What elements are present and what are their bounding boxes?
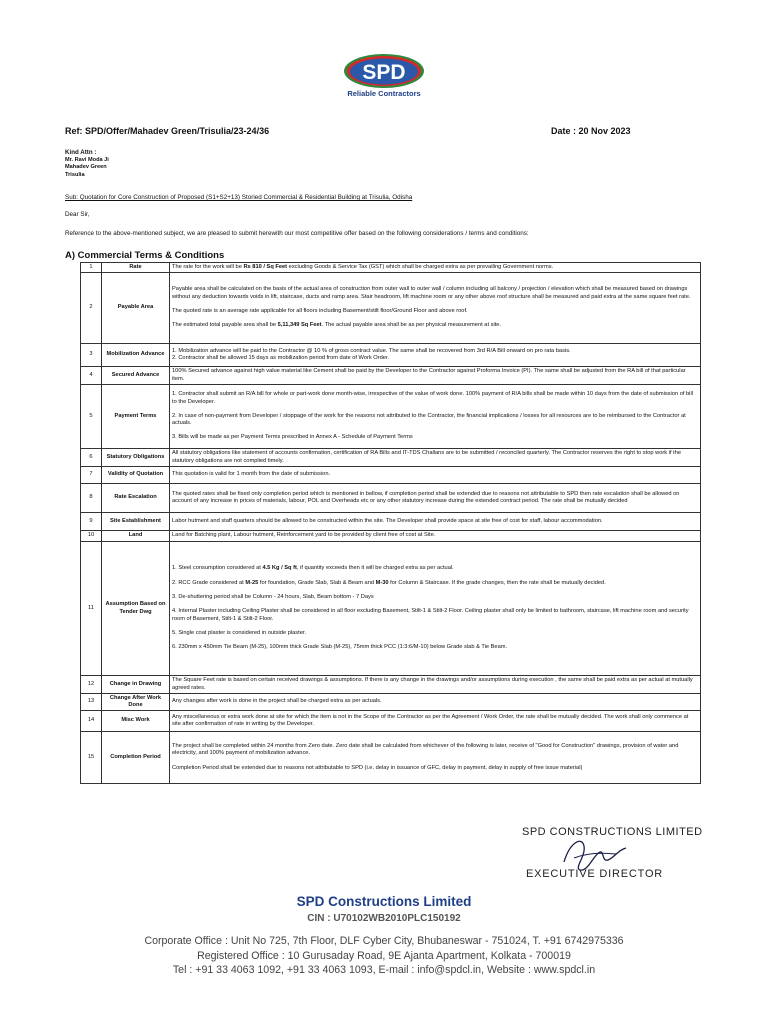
term-row bbox=[81, 344, 701, 367]
term-description bbox=[170, 263, 701, 273]
term-paragraph: Payable area shall be calculated on the basis of the actual area of construction from outer wall to outer wall / column including all balcony / projection / elevation which shall be measured based on drawings without any deduction towards voids in lift, staircase, ducts and ramp area. Stair headroom, lift machine room or any other above roof structure shall be measured and paid extra at the same square feet rate. bbox=[172, 286, 691, 300]
term-description bbox=[170, 711, 701, 732]
term-paragraph: 1. Steel consumption considered at 4.5 Kg / Sq ft, if quantity exceeds then it will be charged extra as per actual. bbox=[172, 565, 454, 572]
term-paragraph: Labor hutment and staff quarters should be allowed to be constructed within the site. The Developer shall provide space at site free of cost for staff, labour accommodation. bbox=[172, 517, 603, 524]
term-paragraph: 6. 230mm x 450mm Tie Beam (M-25), 100mm thick Grade Slab (M-25), 75mm thick PCC (1:3:6/M-10) below Grade slab & Tie Beam. bbox=[172, 644, 508, 651]
term-label: Statutory Obligations bbox=[102, 449, 170, 467]
term-row bbox=[81, 513, 701, 531]
term-row bbox=[81, 542, 701, 676]
term-number: 10 bbox=[81, 531, 102, 542]
term-paragraph: 1. Mobilization advance will be paid to the Contractor @ 10 % of gross contract value. The same shall be recovered from 3rd R/A Bill onward on pro rata basis. 2. Contractor shall be allowed 15 days as mobilization period from date of Work Order. bbox=[172, 347, 571, 361]
term-label: Change in Drawing bbox=[102, 676, 170, 694]
subject-line: Sub: Quotation for Core Construction of Proposed (S1+S2+13) Storied Commercial & Residential Building at Trisulia, Odisha bbox=[65, 194, 413, 201]
attention-line: Mr. Ravi Moda Ji bbox=[65, 156, 109, 163]
term-paragraph: The quoted rates shall be fixed only completion period which is mentioned in bellow, if completion period shall be extended due to reasons not attributable to SPD then rate escalation shall be allowed on account of any increase in prices of materials, labour, POL and Overheads etc or any other statutory increase during the extended contract period. The rate shall be mutually decided bbox=[172, 490, 680, 504]
term-label: Completion Period bbox=[102, 732, 170, 784]
term-description bbox=[170, 513, 701, 531]
term-row bbox=[81, 449, 701, 467]
term-paragraph: Any miscellaneous or extra work done at site for which the item is not in the Scope of the Contractor as per the Agreement / Work Order, the rate shall be mutually decided. The work shall only commence at site after confirmation of rate in writing by the Developer. bbox=[172, 713, 689, 727]
term-row bbox=[81, 694, 701, 711]
term-number: 2 bbox=[81, 273, 102, 344]
term-label: Site Establishment bbox=[102, 513, 170, 531]
signature-title: EXECUTIVE DIRECTOR bbox=[526, 868, 664, 880]
term-paragraph: 2. RCC Grade considered at M-25 for foundation, Grade Slab, Slab & Beam and M-30 for Column & Staircase. If the grade changes, then the rate shall be mutually decided. bbox=[172, 579, 606, 586]
term-label: Secured Advance bbox=[102, 367, 170, 385]
term-description bbox=[170, 273, 701, 344]
term-paragraph: 4. Internal Plaster including Ceiling Plaster shall be considered in all floor excluding Basement, Stilt-1 & Stilt-2 Floor. Ceiling plaster shall only be limited to bathroom, staircase, lift machine room and security room of Basement, Stilt-1 & Stilt-2 Floor. bbox=[172, 608, 689, 622]
signature-company: SPD CONSTRUCTIONS LIMITED bbox=[522, 826, 703, 838]
reference-number: Ref: SPD/Offer/Mahadev Green/Trisulia/23-24/36 bbox=[65, 126, 270, 136]
term-label: Payable Area bbox=[102, 273, 170, 344]
term-number: 12 bbox=[81, 676, 102, 694]
logo-text: SPD bbox=[362, 61, 406, 84]
term-label: Mobilization Advance bbox=[102, 344, 170, 367]
letter-date: Date : 20 Nov 2023 bbox=[551, 126, 631, 136]
footer-corporate-office: Corporate Office : Unit No 725, 7th Floor, DLF Cyber City, Bhubaneswar - 751024, T. +91 6742975336 bbox=[144, 935, 624, 947]
term-description bbox=[170, 676, 701, 694]
term-paragraph: 3. Bills will be made as per Payment Terms prescribed in Annex A - Schedule of Payment Terms bbox=[172, 434, 413, 441]
term-label: Rate Escalation bbox=[102, 484, 170, 513]
term-row bbox=[81, 484, 701, 513]
term-paragraph: The project shall be completed within 24 months from Zero date. Zero date shall be calculated from whichever of the following is later, receive of "Good for Construction" drawings, provision of water and electricity, and 100% payment of mobilization advance. bbox=[172, 743, 679, 757]
term-number: 14 bbox=[81, 711, 102, 732]
term-paragraph: 1. Contractor shall submit an R/A bill for whole or part-work done month-wise, irrespective of the value of work done. 100% payment of R/A bills shall be made within 10 days from the date of submission of bill to the Developer. bbox=[172, 391, 693, 405]
term-row bbox=[81, 385, 701, 449]
term-row bbox=[81, 263, 701, 273]
term-label: Land bbox=[102, 531, 170, 542]
term-row bbox=[81, 467, 701, 484]
term-number: 5 bbox=[81, 385, 102, 449]
term-row bbox=[81, 732, 701, 784]
term-number: 6 bbox=[81, 449, 102, 467]
term-number: 7 bbox=[81, 467, 102, 484]
term-description bbox=[170, 732, 701, 784]
term-number: 4 bbox=[81, 367, 102, 385]
term-description bbox=[170, 484, 701, 513]
term-label: Validity of Quotation bbox=[102, 467, 170, 484]
term-description bbox=[170, 385, 701, 449]
logo-tagline: Reliable Contractors bbox=[347, 89, 421, 98]
terms-table bbox=[80, 262, 701, 784]
term-number: 3 bbox=[81, 344, 102, 367]
spd-logo bbox=[331, 52, 437, 90]
intro-paragraph: Reference to the above-mentioned subject, we are pleased to submit herewith our most competitive offer based on the following considerations / terms and conditions: bbox=[65, 230, 529, 237]
term-number: 15 bbox=[81, 732, 102, 784]
term-paragraph: All statutory obligations like statement of accounts confirmation, certification of RA Bills and IT-TDS Challans are to be submitted / reconciled quarterly. The Contractor reserves the right to stop work if the statutory obligations are not complied timely. bbox=[172, 450, 682, 464]
term-paragraph: 100% Secured advance against high value material like Cement shall be paid by the Developer to the Contractor against Proforma Invoice (PI). The same shall be adjusted from the RA bill of that particular item. bbox=[172, 368, 686, 382]
term-paragraph: Any changes after work is done in the project shall be charged extra as per actuals. bbox=[172, 698, 382, 705]
term-paragraph: The rate for the work will be Rs 810 / Sq Feet excluding Goods & Service Tax (GST) which shall be charged extra as per prevailing Government norms. bbox=[172, 263, 554, 270]
term-paragraph: Completion Period shall be extended due to reasons not attributable to SPD (i.e. delay in issuance of GFC, delay in payment, delay in supply of free issue material) bbox=[172, 764, 583, 771]
footer-contact: Tel : +91 33 4063 1092, +91 33 4063 1093, E-mail : info@spdcl.in, Website : www.spdcl.in bbox=[172, 964, 596, 976]
term-paragraph: The Square Feet rate is based on certain received drawings & assumptions. If there is any change in the drawings and/or assumptions during execution , the same shall be paid extra as per actual at mutually agreed rates. bbox=[172, 677, 693, 691]
term-label: Misc Work bbox=[102, 711, 170, 732]
term-row bbox=[81, 367, 701, 385]
footer-company: SPD Constructions Limited bbox=[296, 894, 472, 909]
term-label: Change After Work Done bbox=[102, 694, 170, 711]
attention-block bbox=[65, 149, 109, 179]
term-paragraph: 2. In case of non-payment from Developer / stoppage of the work for the reasons not attributed to the Contractor, the financial implications / losses for all resources are to be reimbursed to the Contractor at actuals. bbox=[172, 412, 686, 427]
term-label: Rate bbox=[102, 263, 170, 273]
term-number: 8 bbox=[81, 484, 102, 513]
term-paragraph: The estimated total payable area shall be 5,11,349 Sq Feet. The actual payable area shall be as per physical measurement at site. bbox=[172, 322, 502, 329]
term-row bbox=[81, 711, 701, 732]
term-number: 9 bbox=[81, 513, 102, 531]
term-row bbox=[81, 531, 701, 542]
term-description bbox=[170, 467, 701, 484]
term-paragraph: 5. Single coat plaster is considered in outside plaster. bbox=[172, 630, 307, 637]
term-paragraph: The quoted rate is an average rate applicable for all floors including Basement/stilt floor/Ground Floor and above roof. bbox=[172, 308, 468, 314]
attention-line: Trisulia bbox=[65, 171, 85, 178]
salutation: Dear Sir, bbox=[65, 211, 90, 218]
term-number: 13 bbox=[81, 694, 102, 711]
term-paragraph: This quotation is valid for 1 month from the date of submission. bbox=[172, 471, 331, 478]
term-paragraph: 3. De-shuttering period shall be Column - 24 hours, Slab, Beam bottom - 7 Days bbox=[172, 594, 374, 601]
footer-cin: CIN : U70102WB2010PLC150192 bbox=[307, 913, 461, 924]
term-number: 1 bbox=[81, 263, 102, 273]
attention-label: Kind Attn : bbox=[65, 149, 97, 156]
footer-registered-office: Registered Office : 10 Gurusaday Road, 9E Ajanta Apartment, Kolkata - 700019 bbox=[197, 950, 571, 962]
attention-line: Mahadev Green bbox=[65, 164, 107, 171]
term-row bbox=[81, 676, 701, 694]
section-title: A) Commercial Terms & Conditions bbox=[65, 250, 225, 261]
term-label: Assumption Based on Tender Dwg bbox=[102, 542, 170, 676]
term-description bbox=[170, 449, 701, 467]
term-label: Payment Terms bbox=[102, 385, 170, 449]
term-description bbox=[170, 531, 701, 542]
term-description bbox=[170, 367, 701, 385]
term-description bbox=[170, 542, 701, 676]
term-row bbox=[81, 273, 701, 344]
term-paragraph: Land for Batching plant, Labour hutment, Reinforcement yard to be provided by client free of cost at Site. bbox=[172, 532, 436, 539]
term-description bbox=[170, 694, 701, 711]
term-description bbox=[170, 344, 701, 367]
term-number: 11 bbox=[81, 542, 102, 676]
